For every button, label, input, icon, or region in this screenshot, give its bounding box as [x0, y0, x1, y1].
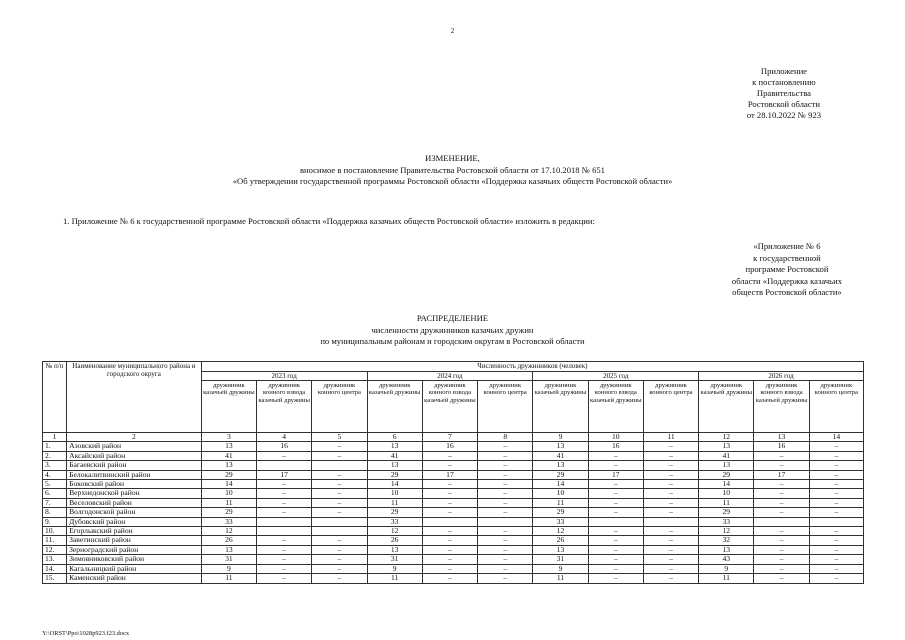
- value-cell: –: [643, 527, 698, 536]
- table-row: [43, 517, 864, 526]
- value-cell: –: [643, 442, 698, 451]
- title-line: вносимое в постановление Правительства Ростовской области от 17.10.2018 № 651: [300, 164, 605, 175]
- value-cell: –: [754, 545, 809, 554]
- table-row: [43, 574, 864, 583]
- value-cell: 14: [533, 480, 588, 489]
- value-cell: 13: [367, 545, 422, 554]
- value-cell: –: [588, 508, 643, 517]
- value-cell: 11: [201, 498, 256, 507]
- index-cell: 13: [754, 433, 809, 442]
- value-cell: 11: [699, 574, 754, 583]
- row-number: 13.: [43, 555, 67, 564]
- district-name: Зерноградский район: [67, 545, 202, 554]
- value-cell: 13: [699, 442, 754, 451]
- approval-stamp: [747, 66, 821, 121]
- index-cell: 1: [43, 433, 67, 442]
- value-cell: –: [478, 564, 533, 573]
- value-cell: –: [588, 451, 643, 460]
- row-number: 4.: [43, 470, 67, 479]
- value-cell: –: [809, 555, 863, 564]
- value-cell: 17: [588, 470, 643, 479]
- sub-column-header: дружинник казачьей дружины: [533, 381, 588, 433]
- index-cell: 8: [478, 433, 533, 442]
- value-cell: –: [422, 536, 477, 545]
- page-number: 2: [450, 27, 455, 35]
- approval-line: Приложение: [760, 66, 807, 76]
- value-cell: 31: [201, 555, 256, 564]
- value-cell: 11: [699, 498, 754, 507]
- value-cell: –: [478, 451, 533, 460]
- row-number: 5.: [43, 480, 67, 489]
- value-cell: 41: [699, 451, 754, 460]
- value-cell: –: [312, 536, 367, 545]
- value-cell: –: [312, 508, 367, 517]
- value-cell: –: [588, 564, 643, 573]
- sub-column-header: дружинник конного центра: [312, 381, 367, 433]
- table-row: [43, 442, 864, 451]
- value-cell: –: [754, 574, 809, 583]
- table-row: [43, 555, 864, 564]
- table-row: [43, 451, 864, 460]
- table-row: [43, 498, 864, 507]
- value-cell: 14: [367, 480, 422, 489]
- value-cell: –: [422, 451, 477, 460]
- value-cell: 10: [201, 489, 256, 498]
- distribution-heading: [0, 313, 905, 348]
- value-cell: 31: [367, 555, 422, 564]
- value-cell: –: [754, 508, 809, 517]
- value-cell: –: [588, 480, 643, 489]
- index-cell: 4: [257, 433, 312, 442]
- value-cell: –: [643, 555, 698, 564]
- district-name: Багаевский район: [67, 461, 202, 470]
- value-cell: –: [754, 536, 809, 545]
- district-name: Заветинский район: [67, 536, 202, 545]
- value-cell: 32: [699, 536, 754, 545]
- value-cell: –: [643, 508, 698, 517]
- value-cell: 11: [367, 574, 422, 583]
- value-cell: 26: [367, 536, 422, 545]
- value-cell: –: [809, 498, 863, 507]
- value-cell: 29: [533, 470, 588, 479]
- value-cell: –: [478, 480, 533, 489]
- index-cell: 9: [533, 433, 588, 442]
- value-cell: –: [422, 527, 477, 536]
- value-cell: –: [257, 536, 312, 545]
- value-cell: –: [257, 555, 312, 564]
- sub-column-header: дружинник конного взвода казачьей дружины: [257, 381, 312, 433]
- value-cell: –: [422, 574, 477, 583]
- value-cell: 12: [533, 527, 588, 536]
- value-cell: –: [478, 498, 533, 507]
- annex-header: [732, 241, 842, 299]
- sub-column-header: дружинник конного взвода казачьей дружины: [588, 381, 643, 433]
- value-cell: 13: [201, 545, 256, 554]
- row-number: 14.: [43, 564, 67, 573]
- row-number: 8.: [43, 508, 67, 517]
- value-cell: 16: [588, 442, 643, 451]
- value-cell: –: [754, 461, 809, 470]
- approval-line: Правительства: [756, 88, 811, 98]
- value-cell: 17: [422, 470, 477, 479]
- index-cell: 6: [367, 433, 422, 442]
- value-cell: 33: [201, 517, 256, 526]
- value-cell: –: [754, 555, 809, 564]
- value-cell: 12: [201, 527, 256, 536]
- table-row: [43, 508, 864, 517]
- value-cell: 41: [533, 451, 588, 460]
- district-name: Аксайский район: [67, 451, 202, 460]
- value-cell: –: [257, 498, 312, 507]
- value-cell: –: [478, 442, 533, 451]
- column-header-number: № п/п: [43, 362, 67, 433]
- district-name: Азовский район: [67, 442, 202, 451]
- value-cell: 29: [533, 508, 588, 517]
- value-cell: –: [257, 480, 312, 489]
- row-number: 1.: [43, 442, 67, 451]
- value-cell: –: [478, 545, 533, 554]
- value-cell: –: [754, 451, 809, 460]
- row-number: 11.: [43, 536, 67, 545]
- value-cell: –: [588, 536, 643, 545]
- sub-column-header: дружинник конного центра: [809, 381, 863, 433]
- value-cell: –: [422, 498, 477, 507]
- value-cell: –: [422, 508, 477, 517]
- value-cell: 10: [367, 489, 422, 498]
- value-cell: 13: [367, 461, 422, 470]
- value-cell: 9: [201, 564, 256, 573]
- value-cell: –: [312, 564, 367, 573]
- sub-column-header: дружинник казачьей дружины: [201, 381, 256, 433]
- row-number: 7.: [43, 498, 67, 507]
- value-cell: –: [312, 555, 367, 564]
- value-cell: 13: [201, 442, 256, 451]
- value-cell: 41: [201, 451, 256, 460]
- value-cell: 13: [533, 442, 588, 451]
- district-name: Зимовниковский район: [67, 555, 202, 564]
- value-cell: –: [809, 470, 863, 479]
- value-cell: –: [312, 442, 367, 451]
- title-line: ИЗМЕНЕНИЕ,: [425, 153, 480, 163]
- value-cell: 33: [533, 517, 588, 526]
- value-cell: 29: [201, 508, 256, 517]
- value-cell: –: [588, 545, 643, 554]
- value-cell: –: [478, 489, 533, 498]
- value-cell: –: [422, 461, 477, 470]
- district-name: Веселовский район: [67, 498, 202, 507]
- value-cell: –: [478, 574, 533, 583]
- index-cell: 12: [699, 433, 754, 442]
- value-cell: 11: [533, 574, 588, 583]
- value-cell: –: [588, 555, 643, 564]
- table-row: [43, 461, 864, 470]
- value-cell: –: [257, 489, 312, 498]
- file-path-footer: Y:\ORST\Ppo\1028p923.f23.docx: [42, 630, 130, 637]
- value-cell: –: [422, 555, 477, 564]
- value-cell: –: [478, 508, 533, 517]
- value-cell: 12: [699, 527, 754, 536]
- year-header: 2026 год: [699, 372, 864, 381]
- value-cell: 29: [367, 470, 422, 479]
- index-cell: 2: [67, 433, 202, 442]
- table-row: [43, 480, 864, 489]
- value-cell: –: [809, 527, 863, 536]
- value-cell: 43: [699, 555, 754, 564]
- value-cell: –: [257, 564, 312, 573]
- value-cell: 16: [754, 442, 809, 451]
- value-cell: –: [809, 574, 863, 583]
- value-cell: –: [643, 564, 698, 573]
- value-cell: 13: [201, 461, 256, 470]
- value-cell: –: [312, 480, 367, 489]
- value-cell: 13: [699, 545, 754, 554]
- value-cell: –: [478, 555, 533, 564]
- approval-line: от 28.10.2022 № 923: [746, 110, 821, 120]
- year-header: 2024 год: [367, 372, 533, 381]
- title-line: «Об утверждении государственной программы Ростовской области «Поддержка казачьих обществ Ростовской области»: [232, 176, 673, 186]
- value-cell: –: [422, 489, 477, 498]
- value-cell: –: [312, 470, 367, 479]
- value-cell: 29: [367, 508, 422, 517]
- value-cell: –: [754, 564, 809, 573]
- value-cell: 11: [201, 574, 256, 583]
- value-cell: –: [754, 489, 809, 498]
- district-name: Кагальницкий район: [67, 564, 202, 573]
- value-cell: 31: [533, 555, 588, 564]
- row-number: 6.: [43, 489, 67, 498]
- column-header-group: Численность дружинников (человек): [201, 362, 863, 372]
- value-cell: –: [643, 545, 698, 554]
- value-cell: –: [754, 527, 809, 536]
- value-cell: 12: [367, 527, 422, 536]
- value-cell: 16: [257, 442, 312, 451]
- amendment-paragraph: 1. Приложение № 6 к государственной программе Ростовской области «Поддержка казачьих обществ Ростовской области» изложить в редакции:: [63, 216, 595, 226]
- value-cell: 9: [367, 564, 422, 573]
- value-cell: –: [312, 545, 367, 554]
- annex-line: к государственной: [753, 252, 821, 263]
- value-cell: –: [643, 574, 698, 583]
- value-cell: –: [257, 545, 312, 554]
- value-cell: –: [257, 508, 312, 517]
- value-cell: 17: [257, 470, 312, 479]
- value-cell: –: [422, 545, 477, 554]
- value-cell: 13: [533, 461, 588, 470]
- sub-column-header: дружинник конного взвода казачьей дружины: [754, 381, 809, 433]
- approval-line: Ростовской области: [747, 99, 820, 109]
- row-number: 3.: [43, 461, 67, 470]
- value-cell: –: [809, 442, 863, 451]
- value-cell: –: [643, 498, 698, 507]
- value-cell: 29: [699, 508, 754, 517]
- value-cell: –: [588, 489, 643, 498]
- value-cell: –: [643, 480, 698, 489]
- value-cell: 14: [699, 480, 754, 489]
- document-title: [0, 153, 905, 188]
- value-cell: 9: [533, 564, 588, 573]
- value-cell: 14: [201, 480, 256, 489]
- value-cell: –: [422, 480, 477, 489]
- value-cell: –: [643, 489, 698, 498]
- district-name: Верхнедонской район: [67, 489, 202, 498]
- value-cell: 10: [533, 489, 588, 498]
- value-cell: –: [312, 574, 367, 583]
- index-cell: 10: [588, 433, 643, 442]
- annex-line: области «Поддержка казачьих: [731, 275, 842, 286]
- value-cell: 41: [367, 451, 422, 460]
- table-row: [43, 470, 864, 479]
- district-name: Дубовский район: [67, 517, 202, 526]
- value-cell: 16: [422, 442, 477, 451]
- index-cell: 11: [643, 433, 698, 442]
- value-cell: –: [809, 489, 863, 498]
- column-header-name: Наименование муниципального района и городского округа: [67, 362, 202, 433]
- value-cell: –: [312, 489, 367, 498]
- row-number: 15.: [43, 574, 67, 583]
- row-number: 10.: [43, 527, 67, 536]
- value-cell: –: [478, 536, 533, 545]
- sub-column-header: дружинник казачьей дружины: [367, 381, 422, 433]
- value-cell: –: [257, 574, 312, 583]
- value-cell: [257, 517, 312, 526]
- value-cell: –: [588, 498, 643, 507]
- value-cell: –: [809, 451, 863, 460]
- value-cell: [257, 461, 312, 470]
- row-number: 2.: [43, 451, 67, 460]
- value-cell: 13: [699, 461, 754, 470]
- value-cell: [312, 461, 367, 470]
- annex-line: обществ Ростовской области»: [732, 287, 842, 298]
- value-cell: 33: [699, 517, 754, 526]
- table-row: [43, 564, 864, 573]
- value-cell: 9: [699, 564, 754, 573]
- district-name: Волгодонской район: [67, 508, 202, 517]
- annex-line: программе Ростовской: [745, 264, 829, 275]
- value-cell: 29: [201, 470, 256, 479]
- value-cell: [312, 517, 367, 526]
- distribution-line: численности дружинников казачьих дружин: [371, 324, 534, 335]
- value-cell: –: [809, 508, 863, 517]
- value-cell: –: [643, 536, 698, 545]
- sub-column-header: дружинник конного взвода казачьей дружины: [422, 381, 477, 433]
- value-cell: –: [809, 545, 863, 554]
- approval-line: к постановлению: [752, 77, 816, 87]
- value-cell: –: [478, 470, 533, 479]
- value-cell: 26: [201, 536, 256, 545]
- value-cell: 17: [754, 470, 809, 479]
- value-cell: –: [643, 470, 698, 479]
- value-cell: –: [588, 527, 643, 536]
- value-cell: –: [754, 480, 809, 489]
- year-header: 2023 год: [201, 372, 367, 381]
- value-cell: –: [809, 536, 863, 545]
- distribution-line: РАСПРЕДЕЛЕНИЕ: [416, 313, 489, 323]
- value-cell: 13: [533, 545, 588, 554]
- value-cell: –: [809, 564, 863, 573]
- distribution-line: по муниципальным районам и городским округам в Ростовской области: [320, 336, 585, 346]
- table-row: [43, 527, 864, 536]
- row-number: 12.: [43, 545, 67, 554]
- value-cell: 11: [533, 498, 588, 507]
- sub-column-header: дружинник казачьей дружины: [699, 381, 754, 433]
- value-cell: 29: [699, 470, 754, 479]
- value-cell: 10: [699, 489, 754, 498]
- district-name: Боковский район: [67, 480, 202, 489]
- value-cell: –: [809, 461, 863, 470]
- value-cell: –: [257, 451, 312, 460]
- index-cell: 7: [422, 433, 477, 442]
- distribution-table: [42, 361, 864, 584]
- value-cell: 11: [367, 498, 422, 507]
- value-cell: –: [754, 498, 809, 507]
- sub-column-header: дружинник конного центра: [478, 381, 533, 433]
- value-cell: –: [312, 498, 367, 507]
- value-cell: –: [809, 480, 863, 489]
- value-cell: –: [588, 461, 643, 470]
- table-row: [43, 489, 864, 498]
- value-cell: –: [643, 451, 698, 460]
- value-cell: 13: [367, 442, 422, 451]
- district-name: Каменский район: [67, 574, 202, 583]
- sub-column-header: дружинник конного центра: [643, 381, 698, 433]
- index-cell: 5: [312, 433, 367, 442]
- value-cell: –: [478, 461, 533, 470]
- annex-line: «Приложение № 6: [753, 241, 821, 251]
- index-cell: 14: [809, 433, 863, 442]
- value-cell: –: [312, 451, 367, 460]
- row-number: 9.: [43, 517, 67, 526]
- value-cell: –: [588, 574, 643, 583]
- value-cell: 26: [533, 536, 588, 545]
- table-row: [43, 545, 864, 554]
- value-cell: –: [422, 564, 477, 573]
- value-cell: 33: [367, 517, 422, 526]
- district-name: Егорлыкский район: [67, 527, 202, 536]
- value-cell: –: [478, 527, 533, 536]
- value-cell: –: [643, 461, 698, 470]
- year-header: 2025 год: [533, 372, 699, 381]
- district-name: Белокалитвинский район: [67, 470, 202, 479]
- index-cell: 3: [201, 433, 256, 442]
- table-row: [43, 536, 864, 545]
